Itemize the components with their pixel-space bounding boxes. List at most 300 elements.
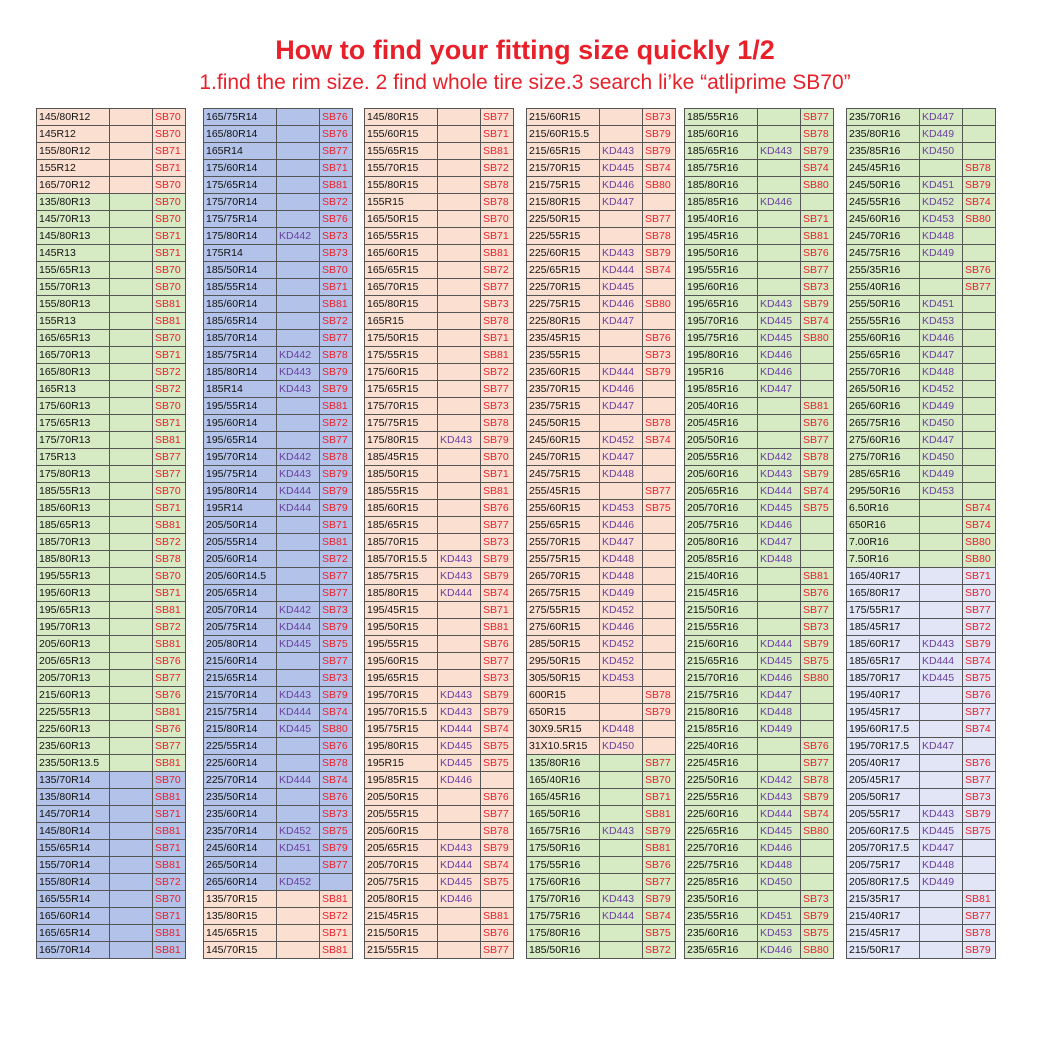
sb-model-cell	[643, 517, 676, 534]
kd-model-cell	[600, 704, 643, 721]
table-row	[365, 874, 514, 891]
kd-model-cell	[110, 772, 153, 789]
sb-model-cell: SB71	[643, 789, 676, 806]
tire-size-cell: 255/60R16	[847, 330, 920, 347]
table-row	[847, 670, 996, 687]
table-row	[847, 126, 996, 143]
tire-size-cell: 165/60R15	[365, 245, 438, 262]
kd-model-cell	[758, 228, 801, 245]
tire-size-cell: 165/80R14	[204, 126, 277, 143]
kd-model-cell: KD443	[277, 381, 320, 398]
tire-size-cell: 255/55R16	[847, 313, 920, 330]
table-row	[365, 738, 514, 755]
sb-model-cell: SB81	[153, 857, 186, 874]
kd-model-cell	[920, 279, 963, 296]
kd-model-cell: KD451	[920, 177, 963, 194]
table-row	[527, 619, 676, 636]
table-row	[204, 398, 353, 415]
kd-model-cell	[110, 228, 153, 245]
sb-model-cell: SB77	[481, 806, 514, 823]
sb-model-cell	[963, 381, 996, 398]
sb-model-cell: SB70	[153, 177, 186, 194]
table-row	[204, 721, 353, 738]
table-row	[37, 500, 186, 517]
table-row	[204, 143, 353, 160]
sb-model-cell: SB71	[481, 126, 514, 143]
tire-size-cell: 265/60R14	[204, 874, 277, 891]
sb-model-cell: SB74	[643, 432, 676, 449]
tire-size-cell: 205/70R14	[204, 602, 277, 619]
kd-model-cell	[438, 636, 481, 653]
tire-size-cell: 205/80R17.5	[847, 874, 920, 891]
table-row	[37, 296, 186, 313]
table-row	[37, 466, 186, 483]
sb-model-cell: SB73	[320, 245, 353, 262]
sb-model-cell: SB77	[320, 432, 353, 449]
table-row	[365, 143, 514, 160]
sb-model-cell: SB77	[801, 262, 834, 279]
tire-size-cell: 215/50R16	[685, 602, 758, 619]
kd-model-cell: KD452	[920, 194, 963, 211]
sb-model-cell: SB72	[320, 908, 353, 925]
kd-model-cell: KD444	[758, 483, 801, 500]
table-row	[204, 602, 353, 619]
sb-model-cell: SB81	[643, 840, 676, 857]
sb-model-cell: SB76	[320, 211, 353, 228]
tire-size-cell: 255/65R16	[847, 347, 920, 364]
tire-size-cell: 205/80R15	[365, 891, 438, 908]
tire-size-cell: 175/70R13	[37, 432, 110, 449]
tire-size-cell: 185/60R16	[685, 126, 758, 143]
table-row	[685, 194, 834, 211]
table-row	[365, 840, 514, 857]
sb-model-cell: SB73	[481, 670, 514, 687]
tire-size-cell: 195/60R16	[685, 279, 758, 296]
table-row	[527, 891, 676, 908]
table-row	[204, 364, 353, 381]
tire-size-cell: 155/70R13	[37, 279, 110, 296]
table-row	[847, 262, 996, 279]
table-row	[847, 347, 996, 364]
tire-size-cell: 205/75R17	[847, 857, 920, 874]
sb-model-cell: SB81	[481, 619, 514, 636]
kd-model-cell	[438, 670, 481, 687]
table-row	[204, 908, 353, 925]
tire-size-cell: 215/50R17	[847, 942, 920, 959]
table-row	[527, 211, 676, 228]
sb-model-cell: SB79	[481, 432, 514, 449]
tire-size-cell: 155R13	[37, 313, 110, 330]
tire-size-cell: 205/65R13	[37, 653, 110, 670]
table-row	[365, 653, 514, 670]
kd-model-cell: KD447	[758, 381, 801, 398]
kd-model-cell	[758, 398, 801, 415]
kd-model-cell: KD446	[758, 347, 801, 364]
kd-model-cell	[277, 194, 320, 211]
tire-size-cell: 205/60R15	[365, 823, 438, 840]
table-row	[37, 177, 186, 194]
kd-model-cell	[438, 143, 481, 160]
tire-size-cell: 255/60R15	[527, 500, 600, 517]
kd-model-cell	[110, 942, 153, 959]
tire-size-cell: 195/80R15	[365, 738, 438, 755]
sb-model-cell: SB77	[320, 143, 353, 160]
tire-size-cell: 165R14	[204, 143, 277, 160]
table-row	[37, 313, 186, 330]
sb-model-cell: SB77	[153, 670, 186, 687]
table-row	[365, 857, 514, 874]
table-row	[37, 755, 186, 772]
tire-size-cell: 155/80R15	[365, 177, 438, 194]
tire-size-cell: 195/55R14	[204, 398, 277, 415]
sb-model-cell: SB81	[643, 806, 676, 823]
sb-model-cell: SB74	[963, 517, 996, 534]
sb-model-cell	[643, 194, 676, 211]
sb-model-cell	[963, 857, 996, 874]
tire-size-cell: 205/55R15	[365, 806, 438, 823]
tire-size-cell: 225/55R14	[204, 738, 277, 755]
table-row	[365, 483, 514, 500]
sb-model-cell	[801, 534, 834, 551]
sb-model-cell: SB77	[481, 109, 514, 126]
table-row	[365, 517, 514, 534]
kd-model-cell	[277, 653, 320, 670]
sb-model-cell: SB80	[801, 823, 834, 840]
tire-size-cell: 205/80R16	[685, 534, 758, 551]
kd-model-cell	[438, 296, 481, 313]
tire-size-cell: 195/70R15.5	[365, 704, 438, 721]
kd-model-cell	[438, 245, 481, 262]
sb-model-cell	[963, 313, 996, 330]
table-row	[847, 721, 996, 738]
sb-model-cell	[481, 772, 514, 789]
sb-model-cell: SB75	[801, 925, 834, 942]
sb-model-cell: SB81	[481, 143, 514, 160]
tire-size-cell: 215/55R15	[365, 942, 438, 959]
tire-size-cell: 165/55R15	[365, 228, 438, 245]
tire-size-cell: 135/70R15	[204, 891, 277, 908]
sb-model-cell: SB79	[481, 551, 514, 568]
kd-model-cell: KD451	[758, 908, 801, 925]
sb-model-cell: SB77	[481, 381, 514, 398]
table-row	[847, 143, 996, 160]
tire-size-cell: 165R15	[365, 313, 438, 330]
table-row	[204, 942, 353, 959]
kd-model-cell: KD448	[758, 857, 801, 874]
tire-size-cell: 175/75R16	[527, 908, 600, 925]
tire-size-cell: 165/80R17	[847, 585, 920, 602]
kd-model-cell	[110, 330, 153, 347]
table-row	[527, 432, 676, 449]
table-row	[204, 653, 353, 670]
table-row	[365, 534, 514, 551]
tire-size-cell: 195R14	[204, 500, 277, 517]
table-row	[365, 925, 514, 942]
table-row	[365, 177, 514, 194]
sb-model-cell	[963, 126, 996, 143]
kd-model-cell	[110, 874, 153, 891]
table-row	[37, 823, 186, 840]
tire-size-cell: 135/80R13	[37, 194, 110, 211]
tire-size-cell: 185/65R13	[37, 517, 110, 534]
kd-model-cell: KD442	[277, 449, 320, 466]
kd-model-cell	[110, 126, 153, 143]
tire-size-cell: 185/55R16	[685, 109, 758, 126]
sb-model-cell: SB73	[481, 398, 514, 415]
kd-model-cell: KD447	[920, 432, 963, 449]
table-row	[204, 432, 353, 449]
tire-size-cell: 215/35R17	[847, 891, 920, 908]
kd-model-cell	[277, 211, 320, 228]
tire-size-cell: 185/70R15.5	[365, 551, 438, 568]
tire-size-cell: 165R13	[37, 381, 110, 398]
tire-size-cell: 155R12	[37, 160, 110, 177]
kd-model-cell	[110, 279, 153, 296]
kd-model-cell: KD446	[758, 194, 801, 211]
kd-model-cell	[758, 126, 801, 143]
sb-model-cell: SB70	[481, 211, 514, 228]
kd-model-cell	[438, 619, 481, 636]
table-row	[847, 874, 996, 891]
kd-model-cell: KD447	[600, 534, 643, 551]
kd-model-cell	[758, 279, 801, 296]
kd-model-cell: KD444	[277, 772, 320, 789]
table-row	[365, 568, 514, 585]
tire-size-cell: 215/45R16	[685, 585, 758, 602]
sb-model-cell: SB76	[801, 245, 834, 262]
sb-model-cell: SB70	[153, 330, 186, 347]
kd-model-cell	[438, 602, 481, 619]
kd-model-cell	[920, 534, 963, 551]
kd-model-cell	[110, 449, 153, 466]
sb-model-cell: SB77	[320, 857, 353, 874]
table-row	[37, 738, 186, 755]
sb-model-cell	[801, 364, 834, 381]
kd-model-cell	[600, 483, 643, 500]
tire-size-cell: 195/60R13	[37, 585, 110, 602]
kd-model-cell	[920, 602, 963, 619]
table-row	[527, 143, 676, 160]
table-row	[847, 160, 996, 177]
kd-model-cell: KD447	[600, 194, 643, 211]
kd-model-cell: KD444	[277, 483, 320, 500]
table-row	[365, 330, 514, 347]
kd-model-cell	[277, 891, 320, 908]
tire-size-cell: 215/50R15	[365, 925, 438, 942]
table-row	[527, 262, 676, 279]
tire-size-cell: 245/55R16	[847, 194, 920, 211]
tire-size-cell: 165/55R14	[37, 891, 110, 908]
kd-model-cell	[758, 109, 801, 126]
table-row	[847, 364, 996, 381]
kd-model-cell: KD442	[277, 602, 320, 619]
table-row	[847, 568, 996, 585]
table-row	[685, 245, 834, 262]
table-row	[685, 517, 834, 534]
table-row	[847, 483, 996, 500]
table-row	[527, 925, 676, 942]
kd-model-cell	[110, 177, 153, 194]
tire-size-cell: 225/65R15	[527, 262, 600, 279]
kd-model-cell: KD453	[920, 483, 963, 500]
sb-model-cell: SB70	[153, 772, 186, 789]
sb-model-cell: SB76	[481, 789, 514, 806]
kd-model-cell	[438, 517, 481, 534]
table-row	[685, 160, 834, 177]
tire-size-cell: 185/60R17	[847, 636, 920, 653]
sb-model-cell: SB79	[963, 177, 996, 194]
table-row	[204, 857, 353, 874]
table-row	[204, 823, 353, 840]
sb-model-cell: SB76	[481, 925, 514, 942]
sb-model-cell	[963, 228, 996, 245]
sb-model-cell: SB76	[320, 738, 353, 755]
table-row	[847, 636, 996, 653]
kd-model-cell: KD445	[600, 160, 643, 177]
sb-model-cell: SB72	[320, 551, 353, 568]
kd-model-cell	[110, 602, 153, 619]
sb-model-cell: SB75	[481, 874, 514, 891]
sb-model-cell: SB70	[481, 449, 514, 466]
tire-size-cell: 205/70R16	[685, 500, 758, 517]
sb-model-cell: SB73	[320, 602, 353, 619]
tire-size-cell: 295/50R16	[847, 483, 920, 500]
tire-size-cell: 225/70R15	[527, 279, 600, 296]
table-row	[847, 687, 996, 704]
sb-model-cell: SB72	[153, 874, 186, 891]
kd-model-cell: KD448	[600, 466, 643, 483]
tire-size-cell: 165/75R14	[204, 109, 277, 126]
table-row	[365, 211, 514, 228]
tire-size-cell: 185/60R15	[365, 500, 438, 517]
tire-size-cell: 165/80R13	[37, 364, 110, 381]
sb-model-cell: SB81	[481, 347, 514, 364]
sb-model-cell: SB79	[643, 891, 676, 908]
kd-model-cell: KD449	[920, 466, 963, 483]
tire-size-cell: 205/55R17	[847, 806, 920, 823]
tire-size-cell: 195/55R16	[685, 262, 758, 279]
tire-size-cell: 215/85R16	[685, 721, 758, 738]
tire-size-cell: 185/55R14	[204, 279, 277, 296]
sb-model-cell: SB79	[643, 126, 676, 143]
tire-size-cell: 195/80R14	[204, 483, 277, 500]
tire-size-cell: 135/80R15	[204, 908, 277, 925]
sb-model-cell: SB74	[643, 160, 676, 177]
kd-model-cell	[277, 160, 320, 177]
table-row	[37, 415, 186, 432]
kd-model-cell	[758, 211, 801, 228]
tire-size-cell: 265/75R16	[847, 415, 920, 432]
sb-model-cell: SB76	[801, 415, 834, 432]
sb-model-cell: SB81	[481, 245, 514, 262]
sb-model-cell: SB81	[153, 704, 186, 721]
table-row	[847, 466, 996, 483]
kd-model-cell: KD447	[758, 534, 801, 551]
sb-model-cell: SB71	[153, 415, 186, 432]
table-row	[527, 704, 676, 721]
kd-model-cell	[110, 364, 153, 381]
sb-model-cell: SB76	[320, 789, 353, 806]
kd-model-cell: KD447	[600, 313, 643, 330]
table-row	[365, 432, 514, 449]
sb-model-cell: SB70	[153, 279, 186, 296]
table-row	[204, 415, 353, 432]
kd-model-cell: KD448	[600, 721, 643, 738]
tire-size-cell: 175/65R14	[204, 177, 277, 194]
kd-model-cell: KD446	[758, 517, 801, 534]
tire-size-cell: 165/40R16	[527, 772, 600, 789]
tire-size-cell: 205/60R14.5	[204, 568, 277, 585]
kd-model-cell	[110, 653, 153, 670]
table-row	[204, 789, 353, 806]
kd-model-cell	[110, 755, 153, 772]
tire-size-cell: 175/55R15	[365, 347, 438, 364]
table-row	[685, 704, 834, 721]
table-row	[365, 126, 514, 143]
tire-size-cell: 225/85R16	[685, 874, 758, 891]
tire-size-cell: 145/70R14	[37, 806, 110, 823]
table-row	[365, 772, 514, 789]
table-row	[527, 279, 676, 296]
tire-size-cell: 155R15	[365, 194, 438, 211]
tire-size-cell: 195/75R14	[204, 466, 277, 483]
table-row	[37, 211, 186, 228]
table-row	[847, 738, 996, 755]
tire-size-cell: 205/40R16	[685, 398, 758, 415]
kd-model-cell: KD448	[920, 364, 963, 381]
sb-model-cell: SB71	[481, 466, 514, 483]
tire-size-cell: 255/50R16	[847, 296, 920, 313]
kd-model-cell	[438, 126, 481, 143]
table-row	[847, 517, 996, 534]
kd-model-cell: KD452	[600, 602, 643, 619]
tire-size-cell: 205/40R17	[847, 755, 920, 772]
table-row	[37, 636, 186, 653]
tire-size-cell: 195/70R15	[365, 687, 438, 704]
tire-size-cell: 275/60R16	[847, 432, 920, 449]
tire-size-cell: 185/50R16	[527, 942, 600, 959]
tire-size-cell: 205/60R17.5	[847, 823, 920, 840]
table-row	[204, 755, 353, 772]
kd-model-cell: KD446	[600, 381, 643, 398]
size-column-3	[364, 108, 514, 959]
sb-model-cell: SB76	[481, 636, 514, 653]
kd-model-cell	[920, 262, 963, 279]
kd-model-cell	[277, 908, 320, 925]
kd-model-cell	[110, 245, 153, 262]
table-row	[204, 296, 353, 313]
tire-size-cell: 265/50R14	[204, 857, 277, 874]
sb-model-cell: SB74	[801, 806, 834, 823]
sb-model-cell: SB76	[153, 687, 186, 704]
sb-model-cell: SB79	[801, 789, 834, 806]
kd-model-cell	[920, 517, 963, 534]
tire-size-cell: 175/55R16	[527, 857, 600, 874]
sb-model-cell: SB75	[320, 636, 353, 653]
sb-model-cell: SB74	[481, 585, 514, 602]
kd-model-cell	[277, 942, 320, 959]
kd-model-cell	[600, 228, 643, 245]
tire-size-cell: 245/60R15	[527, 432, 600, 449]
kd-model-cell	[438, 160, 481, 177]
tire-size-cell: 195/50R15	[365, 619, 438, 636]
tire-size-cell: 175/60R13	[37, 398, 110, 415]
table-row	[527, 653, 676, 670]
kd-model-cell	[600, 109, 643, 126]
sb-model-cell: SB73	[320, 228, 353, 245]
kd-model-cell	[600, 789, 643, 806]
table-row	[847, 619, 996, 636]
